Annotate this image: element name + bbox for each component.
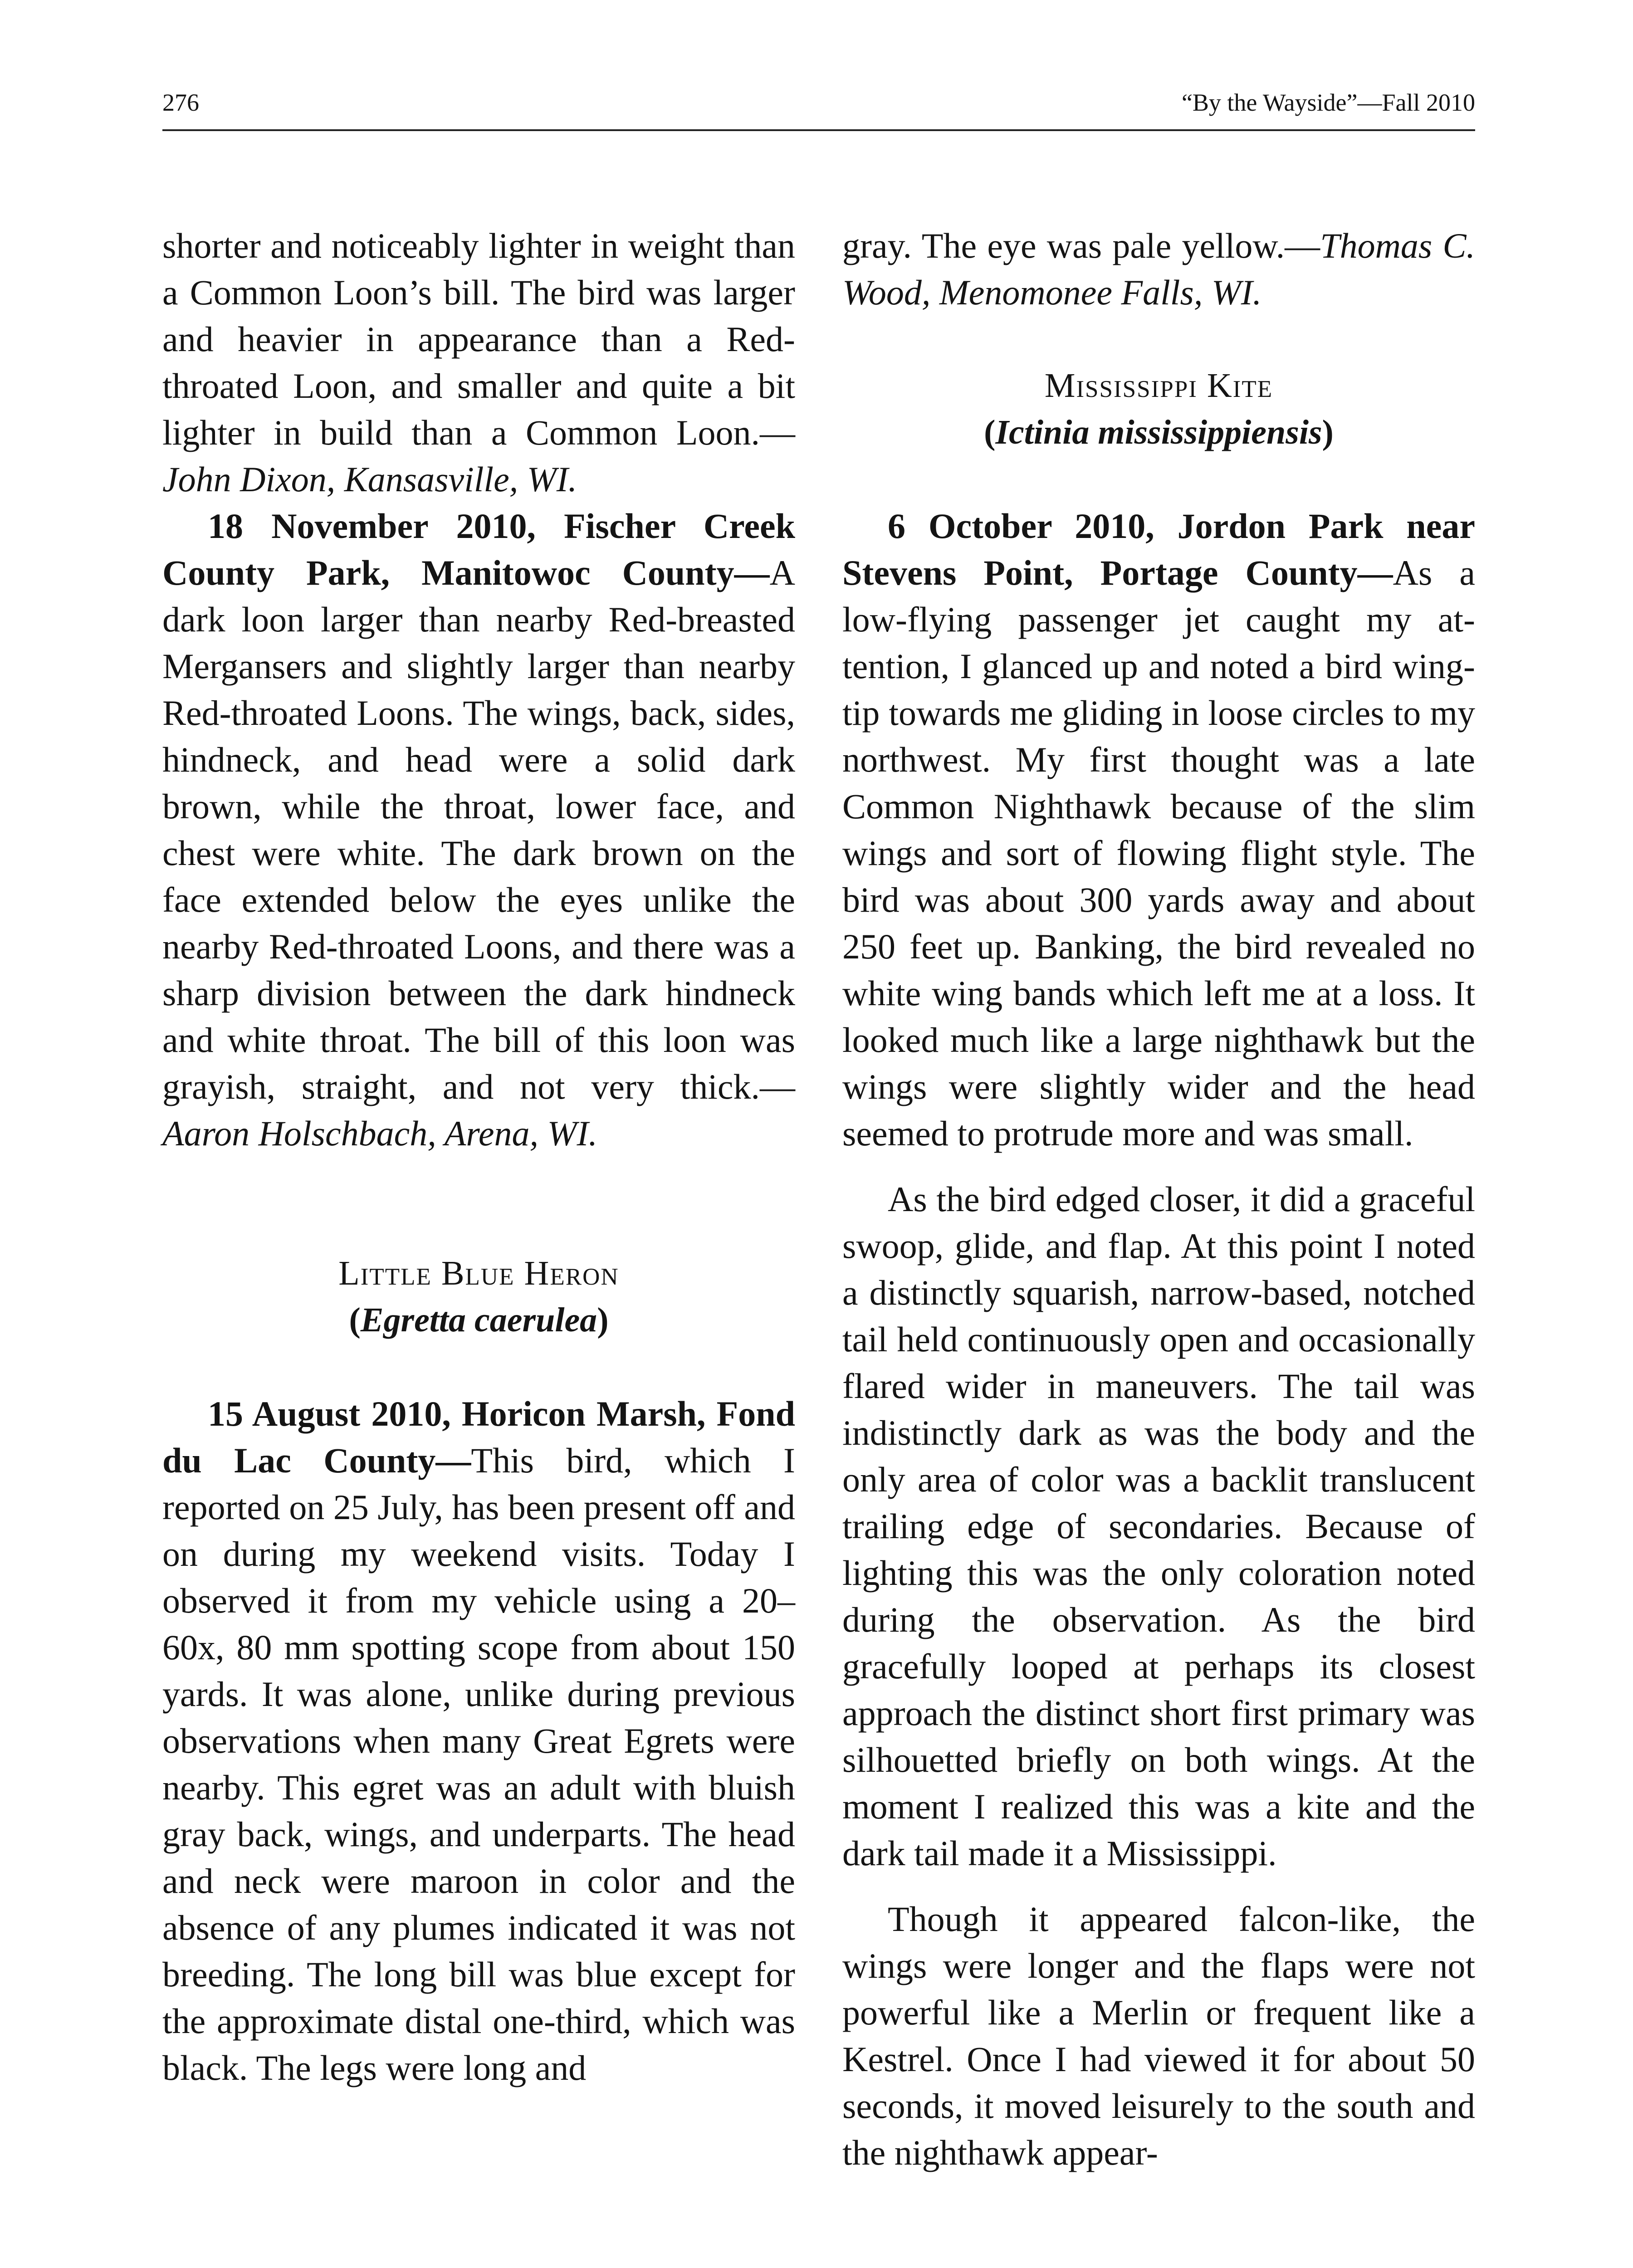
paragraph-text: gray. The eye was pale yellow.— xyxy=(842,226,1320,265)
species-scientific-name: Egretta caerulea xyxy=(360,1301,597,1339)
report-date-location: 18 November 2010, Fischer Creek County Park, Manitowoc County— xyxy=(162,506,795,592)
species-heading-mississippi-kite xyxy=(842,362,1475,409)
loon-report-continued xyxy=(162,222,795,503)
paragraph-text: A dark loon larger than nearby Red-breasted Mergansers and slightly larger than nearby Red-throated Loons. The wings, back, sides, hindneck, and head were a solid dark brown, while the throat, lower face, and chest were white. The dark brown on the face extended below the eyes unlike the nearby Red-throated Loons, and there was a sharp division between the dark hindneck and white throat. The bill of this loon was grayish, straight, and not very thick.— xyxy=(162,553,795,1106)
observer-signature: Aaron Holschbach, Arena, WI. xyxy=(162,1114,597,1153)
species-common-name: Little Blue Heron xyxy=(338,1254,619,1292)
species-scientific-name: Ictinia mississippiensis xyxy=(995,413,1322,451)
left-column xyxy=(162,222,795,2091)
kite-report-paragraph-2: As the bird edged closer, it did a graceful swoop, glide, and flap. At this point I noted a distinctly squarish, narrow-based, notched tail held continuously open and occasionally flared wider in maneuvers. The tail was indistinctly dark as was the body and the only area of color was a backlit translucent trailing edge of secondaries. Because of lighting this was the only coloration noted during the observation. As the bird gracefully looped at perhaps its closest approach the distinct short first primary was silhouetted briefly on both wings. At the moment I realized this was a kite and the dark tail made it a Mississippi. xyxy=(842,1179,1475,1873)
species-common-name: Mississippi Kite xyxy=(1044,367,1273,405)
kite-report-jordon-park xyxy=(842,503,1475,1157)
report-date-location: 6 October 2010, Jordon Park near Stevens Point, Portage County— xyxy=(842,506,1475,592)
page-header xyxy=(162,88,1475,131)
species-scientific-line: (Ictinia mississippiensis) xyxy=(984,413,1334,451)
observer-signature: Thomas C. Wood, Menomonee Falls, WI. xyxy=(842,226,1475,312)
observer-signature: John Dixon, Kansasville, WI. xyxy=(162,459,577,499)
running-title: “By the Wayside”—Fall 2010 xyxy=(1181,89,1475,116)
report-date-location: 15 August 2010, Horicon Marsh, Fond du Lac County— xyxy=(162,1394,795,1480)
kite-report-paragraph-3: Though it appeared falcon-like, the wings were longer and the flaps were not powerful like a Merlin or frequent like a Kestrel. Once I had viewed it for about 50 seconds, it moved leisurely to the south and the nighthawk appear- xyxy=(842,1899,1475,2172)
heron-report-continued xyxy=(842,222,1475,316)
page-number: 276 xyxy=(162,89,199,116)
species-scientific-line: (Egretta caerulea) xyxy=(349,1301,609,1339)
paragraph-text: shorter and noticeably lighter in weight than a Common Loon’s bill. The bird was larger and heavier in appearance than a Red-throated Loon, and smaller and quite a bit lighter in build than a Common Loon.— xyxy=(162,226,795,452)
paragraph-text: This bird, which I reported on 25 July, has been present off and on during my weekend visits. Today I observed it from my vehicle using a 20–60x, 80 mm spotting scope from about 150 yards. It was alone, unlike during previous observations when many Great Egrets were nearby. This egret was an adult with bluish gray back, wings, and underparts. The head and neck were maroon in color and the absence of any plumes indicated it was not breeding. The long bill was blue except for the approximate distal one-third, which was black. The legs were long and xyxy=(162,1441,795,2087)
paragraph-text: As a low-flying passenger jet caught my attention, I glanced up and noted a bird wing-tip towards me gliding in loose circles to my northwest. My first thought was a late Common Nighthawk because of the slim wings and sort of flowing flight style. The bird was about 300 yards away and about 250 feet up. Banking, the bird revealed no white wing bands which left me at a loss. It looked much like a large nighthawk but the wings were slightly wider and the head seemed to protrude more and was small. xyxy=(842,553,1475,1153)
loon-report-fischer-creek xyxy=(162,503,795,1157)
heron-report-horicon xyxy=(162,1390,795,2091)
species-heading-little-blue-heron xyxy=(162,1250,795,1297)
right-column xyxy=(842,222,1475,2176)
